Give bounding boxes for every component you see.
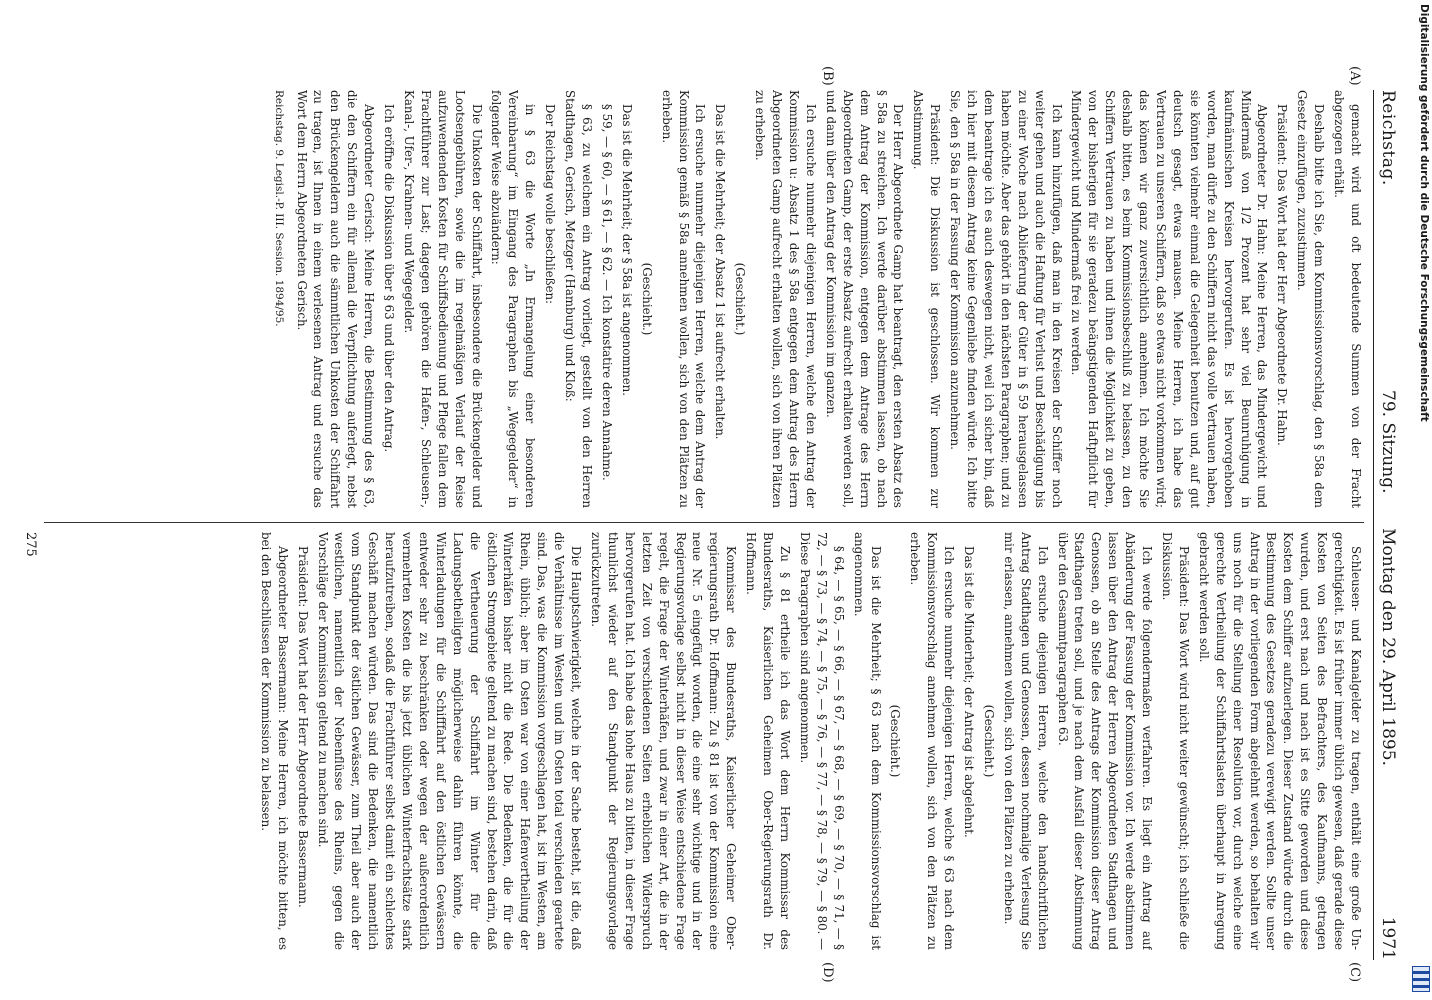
margin-mark-d: (D) — [820, 962, 835, 983]
left-text-column — [44, 90, 1364, 508]
paragraph: § 64, — § 65, — § 66, — § 67, — § 68, — § 69, — § 70, — § 71, — § 72, — § 73, — § 74, — § 75, — § 76, — § 77, — § 78, — § 79, — § 80. — Diese Paragraphen sind angenommen. — [797, 532, 846, 950]
paragraph: Ich ersuche nunmehr diejenigen Herren, welche den Antrag der Kommission u: Absatz 1 des § 58a entgegen dem Antrag des Herrn Abgeordneten Gamp aufrecht erhalten wollen, sich von ihren Plätzen zu erheben. — [753, 90, 818, 508]
paragraph: Kommissar des Bundesraths, Kaiserlicher Geheimer Oberregierungsrath Dr. Hoffmann: Zu § 81 ist von der Kommission eine neue Nr. 5 eingefügt worden, die eine sehr wichtige und in der Regierungsvorlage selbst nicht in dieser Weise entschiedene Frage regelt, die Frage der Winterhäfen, und zwar in einer Art, die in der letzten Zeit von verschiedenen Seiten erheblichen Widerspruch hervorgerufen hat. Ich habe das hohe Haus zu bitten, in dieser Frage thunlichst wieder auf den Standpunkt der Regierungsvorlage zurückzutreten. — [589, 532, 739, 950]
paragraph: (Geschieht.) — [981, 704, 996, 778]
signature-number: 275 — [23, 532, 38, 557]
header-session: 79. Sitzung. — [1378, 390, 1398, 494]
paragraph: Ich werde folgendermaßen verfahren. Es liegt ein Antrag auf Abänderung der Fassung der Kommission vor. Ich werde abstimmen lassen über den Antrag der Herren Abgeordneten Stadthagen und Genossen, ob an Stelle des Antrags der Kommission dieser Antrag Stadthagen treten soll, und je nach dem Ausfall dieser Abstimmung über den Gesammtparagraphen 63. — [1055, 532, 1155, 950]
paragraph: Abgeordneter Dr. Hahn: Meine Herren, das Mindergewicht und Mindermaß von 1/2 Prozent hat sehr viel Beunruhigung in kaufmännischen Kreisen hervorgerufen. Es ist hervorgehoben worden, man dürfe zu den Schiffern nicht das volle Vertrauen haben, sie könnten vielmehr einmal die Gelegenheit benutzen und, auf gut deutsch gesagt, etwas mausen. Meine Herren, ich habe das Vertrauen zu unseren Schiffern, daß so etwas nicht vorkommen wird; das können wir ganz zuversichtlich annehmen. Ich möchte Sie deshalb bitten, es beim Kommissionsbeschluß zu belassen, zu den Schiffern Vertrauen zu haben und ihnen die Möglichkeit zu geben, von der bisherigen für sie geradezu beängstigenden Haftpflicht für Mindergewicht und Mindermaß frei zu werden. — [1069, 90, 1270, 508]
margin-mark-c: (C) — [1347, 962, 1362, 983]
paragraph: Ich eröffne die Diskussion über § 63 und über den Antrag. — [382, 104, 397, 453]
paragraph: Die Unkosten der Schiffahrt, insbesondere die Brückengelder und Lootsengebühren, sowie die im regelmäßigen Verlauf der Reise aufzuwendenden Kosten für Schiffsbedienung und Pflege fallen dem Frachtführer zur Last; dagegen gehören die Hafen-, Schleusen-, Kanal-, Ufer-, Krahnen- und Wegegelder. — [401, 90, 484, 508]
paragraph: § 59, — § 60, — § 61, — § 62. — Ich konstatire deren Annahme. — [599, 104, 614, 481]
column-divider — [44, 522, 1364, 523]
paragraph: Präsident: Das Wort hat der Herr Abgeordnete Dr. Hahn. — [1275, 104, 1290, 446]
paragraph: gemacht wird und oft bedeutende Summen von der Fracht abgezogen erhält. — [1332, 90, 1363, 508]
paragraph: in § 63 die Worte „In Ermangelung einer besonderen Vereinbarung“ im Eingang des Paragraphen bis „Wegegelder“ in folgender Weise abzuändern: — [489, 90, 538, 508]
paragraph: Das ist die Mehrheit; § 63 nach dem Kommissionsvorschlag ist angenommen. — [851, 532, 883, 950]
paragraph: § 63, zu welchem ein Antrag vorliegt, gestellt von den Herren Stadthagen, Gerisch, Metzger (Hamburg) und Kloß: — [563, 90, 595, 508]
paragraph: (Geschieht.) — [733, 262, 748, 336]
paragraph: Präsident: Das Wort wird nicht weiter gewünscht; ich schließe die Diskussion. — [1160, 532, 1191, 950]
paragraph: Präsident: Die Diskussion ist geschlossen. Wir kommen zur Abstimmung. — [911, 90, 943, 508]
margin-mark-b: (B) — [820, 66, 835, 86]
paragraph: (Geschieht.) — [639, 262, 654, 336]
paragraph: Der Herr Abgeordnete Gamp hat beantragt, den ersten Absatz des § 58a zu streichen. Ich werde darüber abstimmen lassen, ob nach dem Antrag der Kommission, entgegen dem Antrage des Herrn Abgeordneten Gamp, der erste Absatz aufrecht erhalten werden soll, und dann über den Antrag der Kommission im ganzen. — [823, 90, 906, 508]
header-date-and-page — [1378, 528, 1398, 960]
paragraph: Deshalb bitte ich Sie, dem Kommissionsvorschlag, den § 58a dem Gesetz einzufügen, zuzustimmen. — [1295, 90, 1327, 508]
paragraph: Die Hauptschwierigkeit, welche in der Sache besteht, ist die, daß die Verhältnisse im Westen und im Osten total verschieden geartete sind. Das, was die Kommission vorgeschlagen hat, ist im Westen, am Rhein, üblich; aber im Osten war von einer Hafenvertheilung der Winterhäfen bisher nicht die Rede. Die Bedenken, die für die östlichen Stromgebiete geltend zu machen sind, bestehen darin, daß die Vertheuerung der Schiffahrt im Winter für die Ladungsbetheiligten möglicherweise dahin führen könnte, die Winterladungen für die Schifffahrt auf den östlichen Gewässern entweder sehr zu beschränken oder wegen der außerordentlich vermehrten Kosten die bis jetzt üblichen Winterfrachtsätze stark heraufzutreiben, sodaß die Frachtführer selbst damit ein schlechtes Geschäft machen würden. Das sind die Bedenken, die namentlich vom Standpunkt der östlichen Gewässer, zum Theil aber auch der westlichen, namentlich der Nebenflüsse des Rheins, gegen die Vorschläge der Kommission geltend zu machen sind. — [315, 532, 584, 950]
dfg-logo-icon — [1412, 966, 1430, 992]
paragraph: (Geschieht.) — [888, 704, 903, 778]
digitization-caption: Digitalisierung gefördert durch die Deutsche Forschungsgemeinschaft — [1418, 4, 1430, 422]
paragraph: Das ist die Minderheit; der Antrag ist abgelehnt. — [962, 546, 977, 838]
document-page — [10, 0, 1410, 983]
paragraph: Das ist die Mehrheit; der Absatz 1 ist aufrecht erhalten. — [713, 104, 728, 440]
header-title: Reichstag. — [1378, 90, 1398, 186]
right-text-column — [44, 532, 1364, 950]
header-date: Montag den 29. April 1895. — [1378, 528, 1398, 766]
paragraph: Abgeordneter Gerisch: Meine Herren, die Bestimmung des § 63, die den Schiffern ein für allemal die Verpflichtung auferlegt, nebst den Brückengeldern auch die sämmtlichen Unkosten der Schiffahrt zu tragen, ist Ihnen in einem verlesenen Antrag und ersuche das Wort dem Herrn Abgeordneten Gerisch. — [294, 90, 377, 508]
paragraph: Reichstag. 9. Legisl.-P. III. Session. 1894/95. — [272, 90, 285, 327]
paragraph: Ich ersuche nunmehr diejenigen Herren, welche § 63 nach dem Kommissionsvorschlag annehmen wollen, sich von den Plätzen zu erheben. — [908, 532, 957, 950]
paragraph: Ich kann hinzufügen, daß man in den Kreisen der Schiffer noch weiter gehen und auch die Haftung für Verlust und Beschädigung bis zu einer Woche nach Ablieferung der Güter in § 59 herausgelassen haben möchte. Aber das gehört in den nächsten Paragraphen; und zu dem beantrage ich es auch deswegen nicht, weil ich sicher bin, daß ich hier mit diesem Antrag keine Gegenliebe finden würde. Ich bitte Sie, den § 58a in der Fassung der Kommission anzunehmen. — [948, 90, 1064, 508]
paragraph: Ich ersuche diejenigen Herren, welche den handschriftlichen Antrag Stadthagen und Genossen, dessen nochmalige Verlesung Sie mir erlassen, annehmen wollen, sich von den Plätzen zu erheben. — [1001, 532, 1050, 950]
paragraph: Ich ersuche nunmehr diejenigen Herren, welche dem Antrag der Kommission gemäß § 58a annehmen wollen, sich von den Plätzen zu erheben. — [659, 90, 708, 508]
paragraph: Abgeordneter Bassermann: Meine Herren, ich möchte bitten, es bei den Beschlüssen der Kommission zu belassen. — [258, 532, 290, 950]
running-header — [1373, 90, 1402, 960]
header-page-number: 1971 — [1378, 916, 1398, 960]
digitization-caption-strip — [1408, 0, 1432, 1000]
paragraph: Schleusen- und Kanalgelder zu tragen, enthält eine große Ungerechtigkeit. Es ist früher immer üblich gewesen, daß gerade diese Kosten von Seiten des Befrachters, des Kaufmanns, getragen wurden, und erst nach und nach ist es Sitte geworden und diese Kosten dem Schiffer aufzuerlegen. Dieser Zustand würde durch die Bestimmung des Gesetzes geradezu verewigt werden. Sollte unser Antrag in der vorliegenden Form abgelehnt werden, so behalten wir uns noch für die Stellung einer Resolution vor, durch welche eine gerechte Vertheilung der Schiffahrtslasten überhaupt in Anregung gebracht werden soll. — [1196, 532, 1363, 950]
paragraph: Präsident: Das Wort hat der Herr Abgeordnete Bassermann. — [295, 546, 310, 908]
margin-mark-a: (A) — [1347, 66, 1362, 86]
paragraph: Der Reichstag wolle beschließen: — [543, 104, 558, 305]
paragraph: Das ist die Mehrheit; der § 58a ist angenommen. — [619, 104, 634, 397]
paragraph: Zu § 81 ertheile ich das Wort dem Herrn Kommissar des Bundesraths, Kaiserlichen Geheimen Ober-Regierungsrath Dr. Hoffmann. — [744, 532, 792, 950]
